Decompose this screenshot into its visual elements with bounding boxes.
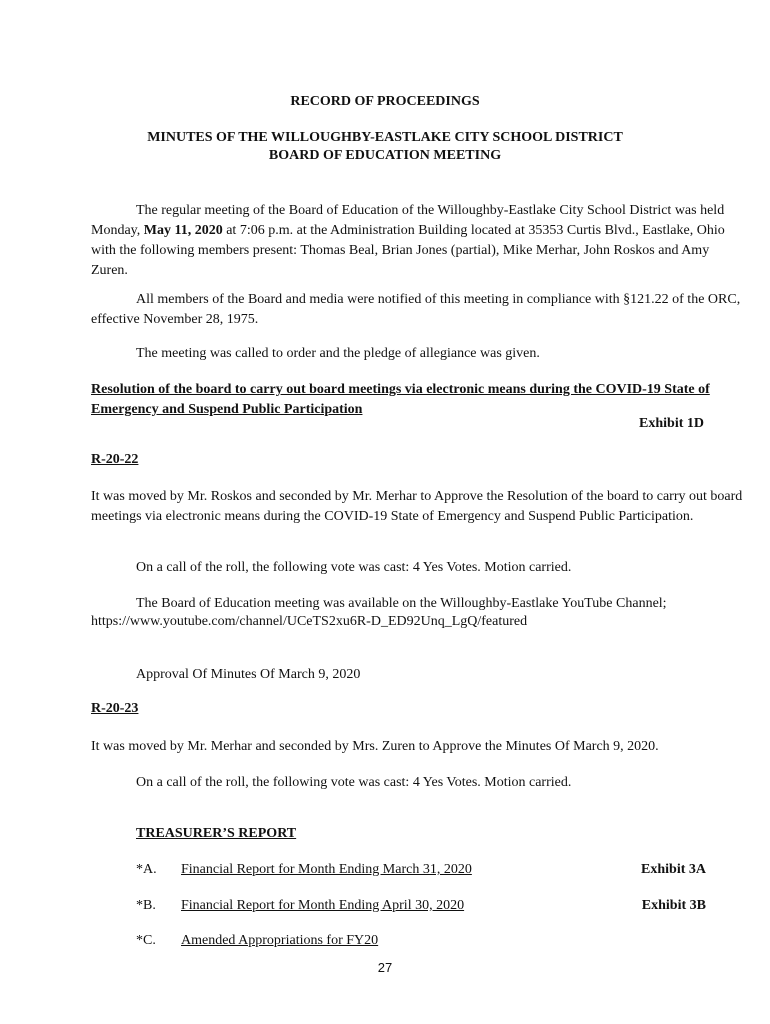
item-exhibit: Exhibit 3A bbox=[641, 862, 706, 877]
intro-paragraph bbox=[91, 201, 745, 281]
notice-paragraph: All members of the Board and media were notified of this meeting in compliance with §121.22 of the ORC, effective November 28, 1975. bbox=[91, 292, 741, 327]
exhibit-1d-label: Exhibit 1D bbox=[639, 416, 704, 431]
call-to-order-paragraph: The meeting was called to order and the pledge of allegiance was given. bbox=[136, 346, 540, 361]
page-number: 27 bbox=[377, 960, 393, 975]
board-meeting-title: BOARD OF EDUCATION MEETING bbox=[268, 148, 502, 163]
record-title: RECORD OF PROCEEDINGS bbox=[290, 94, 480, 109]
meeting-date: May 11, 2020 bbox=[143, 223, 223, 238]
intro-text-start: The regular meeting of the Board of Education of the Willoughby-Eastlake City School District was held Monday, bbox=[91, 203, 725, 238]
intro-text-end: at 7:06 p.m. at the Administration Building located at 35353 Curtis Blvd., Eastlake, Ohio with the following members present: Thomas Beal, Brian Jones (partial), Mike Merhar, John Roskos and Amy Zuren. bbox=[91, 223, 725, 278]
youtube-url: https://www.youtube.com/channel/UCeTS2xu6R-D_ED92Unq_LgQ/featured bbox=[91, 614, 528, 629]
resolution-id-r-20-23: R-20-23 bbox=[91, 701, 139, 716]
item-label: Financial Report for Month Ending March 31, 2020 bbox=[181, 862, 472, 877]
r-20-23-vote: On a call of the roll, the following vote was cast: 4 Yes Votes. Motion carried. bbox=[136, 775, 572, 790]
treasurer-item-c bbox=[136, 933, 706, 953]
item-exhibit: Exhibit 3B bbox=[641, 898, 706, 913]
treasurers-report-heading: TREASURER’S REPORT bbox=[136, 826, 297, 841]
r-20-22-vote: On a call of the roll, the following vote was cast: 4 Yes Votes. Motion carried. bbox=[136, 560, 572, 575]
item-letter: *B. bbox=[136, 898, 156, 913]
item-label: Financial Report for Month Ending April 30, 2020 bbox=[181, 898, 465, 913]
treasurer-item-b bbox=[136, 898, 706, 918]
item-label: Amended Appropriations for FY20 bbox=[181, 933, 379, 948]
r-20-22-motion: It was moved by Mr. Roskos and seconded by Mr. Merhar to Approve the Resolution of the board to carry out board meetings via electronic means during the COVID-19 State of Emergency and Suspend Public Participation. bbox=[91, 489, 743, 524]
minutes-title: MINUTES OF THE WILLOUGHBY-EASTLAKE CITY SCHOOL DISTRICT bbox=[147, 130, 623, 145]
item-letter: *C. bbox=[136, 933, 156, 948]
treasurer-item-a bbox=[136, 862, 706, 882]
approval-of-minutes-title: Approval Of Minutes Of March 9, 2020 bbox=[136, 667, 361, 682]
resolution-id-r-20-22: R-20-22 bbox=[91, 452, 139, 467]
item-letter: *A. bbox=[136, 862, 157, 877]
resolution-heading: Resolution of the board to carry out board meetings via electronic means during the COVID-19 State of Emergency and Suspend Public Participation bbox=[91, 382, 710, 417]
r-20-23-motion: It was moved by Mr. Merhar and seconded by Mrs. Zuren to Approve the Minutes Of March 9, 2020. bbox=[91, 739, 659, 754]
youtube-availability: The Board of Education meeting was available on the Willoughby-Eastlake YouTube Channel; bbox=[136, 596, 667, 611]
